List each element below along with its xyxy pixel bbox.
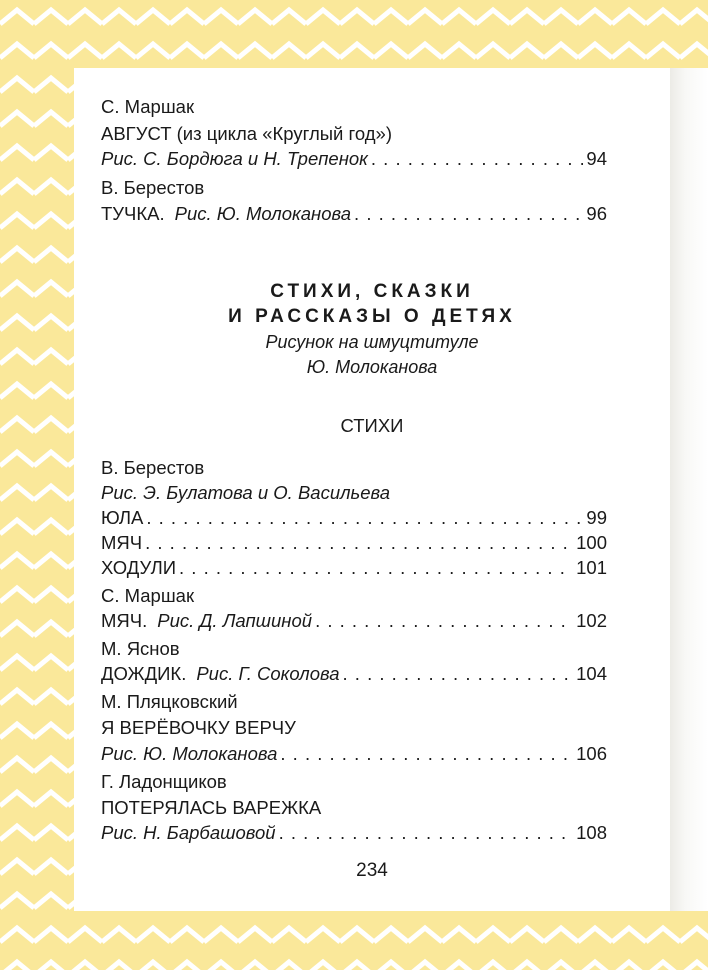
dot-leader [315,610,573,632]
toc-entry-tuchka [101,203,607,225]
section-note-line1: Рисунок на шмуцтитуле [265,332,479,352]
entry-title: ХОДУЛИ [101,557,177,578]
illustrator-credit: Рис. С. Бордюга и Н. Трепенок [101,148,368,169]
page-ref: 106 [576,743,607,764]
dot-leader [179,557,573,579]
dot-leader [279,822,574,844]
toc-entry-dozhdik [101,663,607,685]
author-ladonshchikov: Г. Ладонщиков [101,771,227,792]
illustrator-credit: Рис. Д. Лапшиной [157,610,313,631]
section-heading-line1: СТИХИ, СКАЗКИ [270,281,474,302]
dot-leader [343,663,574,685]
toc-entry-varezhka [101,822,607,844]
facing-page-edge [670,68,708,911]
toc-entry-myach-marshak [101,610,607,632]
illustrator-credit: Рис. Ю. Молоканова [174,203,352,224]
title-august: АВГУСТ (из цикла «Круглый год») [101,123,392,144]
illustrator-credit: Рис. Ю. Молоканова [101,743,278,764]
page-number: 234 [356,860,388,881]
dot-leader [280,743,573,765]
toc-entry-august [101,148,607,170]
author-yasnov: М. Яснов [101,638,180,659]
page-ref: 94 [586,148,607,169]
illustrator-credit: Рис. Н. Барбашовой [101,822,276,843]
entry-title: ДОЖДИК. [101,663,187,684]
title-verevochku: Я ВЕРЁВОЧКУ ВЕРЧУ [101,717,296,738]
page-ref: 96 [586,203,607,224]
page-ref: 104 [576,663,607,684]
toc-entry-myach [101,532,607,554]
entry-title: МЯЧ. [101,610,148,631]
entry-title: МЯЧ [101,532,143,553]
author-marshak: С. Маршак [101,585,195,606]
author-plyatskovsky: М. Пляцковский [101,691,238,712]
toc-entry-verevochku [101,743,607,765]
dot-leader [371,148,584,170]
dot-leader [145,532,573,554]
dot-leader [146,507,583,529]
page-ref: 108 [576,822,607,843]
dot-leader [354,203,583,225]
page-ref: 102 [576,610,607,631]
author-marshak: С. Маршак [101,96,195,117]
illustrator-credit: Рис. Э. Булатова и О. Васильева [101,482,391,503]
page-ref: 100 [576,532,607,553]
section-note-line2: Ю. Молоканова [306,357,438,377]
page-ref: 99 [586,507,607,528]
author-berestov: В. Берестов [101,177,205,198]
toc-entry-khoduli [101,557,607,579]
subsection-heading: СТИХИ [340,415,404,436]
author-berestov: В. Берестов [101,457,205,478]
title-poteryalas-varezhka: ПОТЕРЯЛАСЬ ВАРЕЖКА [101,797,322,818]
entry-title: ЮЛА [101,507,144,528]
entry-title: ТУЧКА. [101,203,165,224]
section-heading-line2: И РАССКАЗЫ О ДЕТЯХ [228,306,516,327]
toc-entry-yula [101,507,607,529]
illustrator-credit: Рис. Г. Соколова [196,663,340,684]
page-ref: 101 [576,557,607,578]
